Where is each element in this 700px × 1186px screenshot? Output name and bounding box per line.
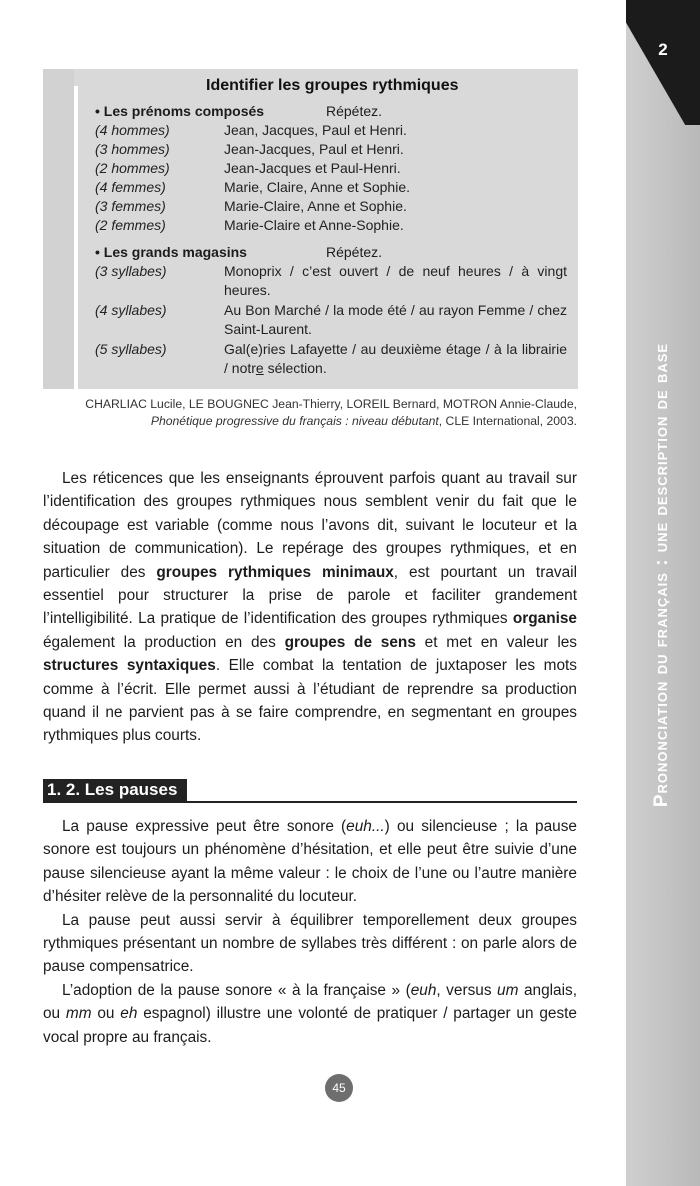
row-value: Monoprix / c’est ouvert / de neuf heures / à vingt heures. <box>224 263 567 298</box>
activity-divider <box>74 86 78 389</box>
activity-group-heading <box>95 243 383 262</box>
section-heading-label: 1. 2. Les pauses <box>43 779 187 801</box>
body-paragraph: La pause expressive peut être sonore (euh...) ou silencieuse ; la pause sonore est toujours un phénomène d’hésitation, et elle peut être suivie d’une pause silencieuse ayant la même valeur : le choix de l’une ou l’autre manière d’hésiter relève de la personnalité du locuteur. <box>43 818 577 906</box>
row-label: (4 hommes) <box>95 122 170 138</box>
row-value: Jean-Jacques et Paul-Henri. <box>224 160 401 176</box>
chapter-number: 2 <box>658 40 668 59</box>
row-value: Jean-Jacques, Paul et Henri. <box>224 141 404 157</box>
running-chapter-title: Prononciation du français : une description de base <box>651 342 672 808</box>
row-label: (3 syllabes) <box>95 263 167 279</box>
row-label: (3 femmes) <box>95 198 166 214</box>
row-label: (3 hommes) <box>95 141 170 157</box>
citation: CHARLIAC Lucile, LE BOUGNEC Jean-Thierry, LOREIL Bernard, MOTRON Annie-Claude, Phonétique progressive du français : niveau débutant, CLE International, 2003. <box>85 397 577 428</box>
row-value: Marie-Claire et Anne-Sophie. <box>224 217 404 233</box>
activity-box <box>43 69 578 389</box>
group-heading-label: • Les grands magasins <box>95 244 247 260</box>
row-label: (4 femmes) <box>95 179 166 195</box>
row-value: Marie, Claire, Anne et Sophie. <box>224 179 410 195</box>
activity-vertical-label <box>0 411 62 431</box>
row-value: Gal(e)ries Lafayette / au deuxième étage / à la librairie / notre sélection. <box>224 341 567 376</box>
group-instruction: Répétez. <box>326 244 383 260</box>
row-label: (2 femmes) <box>95 217 166 233</box>
row-label: (5 syllabes) <box>95 341 167 357</box>
body-paragraph: Les réticences que les enseignants éprouvent parfois quant au travail sur l’identification des groupes rythmiques nous semblent venir du fait que le découpage est variable (comme nous l’avons dit, suivant le locuteur et la situation de communication). Le repérage des groupes rythmiques, et en particulier des groupes rythmiques minimaux, est pourtant un travail essentiel pour structurer la prise de parole et faciliter grandement l’intelligibilité. La pratique de l’identification des groupes rythmiques organise également la production en des groupes de sens et met en valeur les structures syntaxiques. Elle combat la tentation de juxtaposer les mots comme à l’écrit. Elle permet aussi à l’étudiant de reprendre sa production quand il ne parvient pas à se faire comprendre, en segmentant en groupes rythmiques plus courts. <box>43 470 577 745</box>
page-number: 45 <box>325 1074 353 1102</box>
body-paragraph: L’adoption de la pause sonore « à la française » (euh, versus um anglais, ou mm ou eh espagnol) illustre une volonté de pratiquer / partager un geste vocal propre au français. <box>43 981 578 1046</box>
body-paragraphs <box>43 815 577 1049</box>
body-paragraph: La pause peut aussi servir à équilibrer temporellement deux groupes rythmiques présentant un nombre de syllabes très différent : on parle alors de pause compensatrice. <box>43 911 577 976</box>
row-value: Jean, Jacques, Paul et Henri. <box>224 122 407 138</box>
row-value: Marie-Claire, Anne et Sophie. <box>224 198 407 214</box>
activity-label-strip <box>43 69 74 389</box>
section-heading <box>43 779 577 803</box>
row-label: (4 syllabes) <box>95 302 167 318</box>
activity-group-heading <box>95 102 383 121</box>
row-label: (2 hommes) <box>95 160 170 176</box>
row-value: Au Bon Marché / la mode été / au rayon Femme / chez Saint-Laurent. <box>224 302 567 337</box>
group-heading-label: • Les prénoms composés <box>95 103 265 119</box>
group-instruction: Répétez. <box>326 103 383 119</box>
activity-title: Identifier les groupes rythmiques <box>206 77 459 94</box>
